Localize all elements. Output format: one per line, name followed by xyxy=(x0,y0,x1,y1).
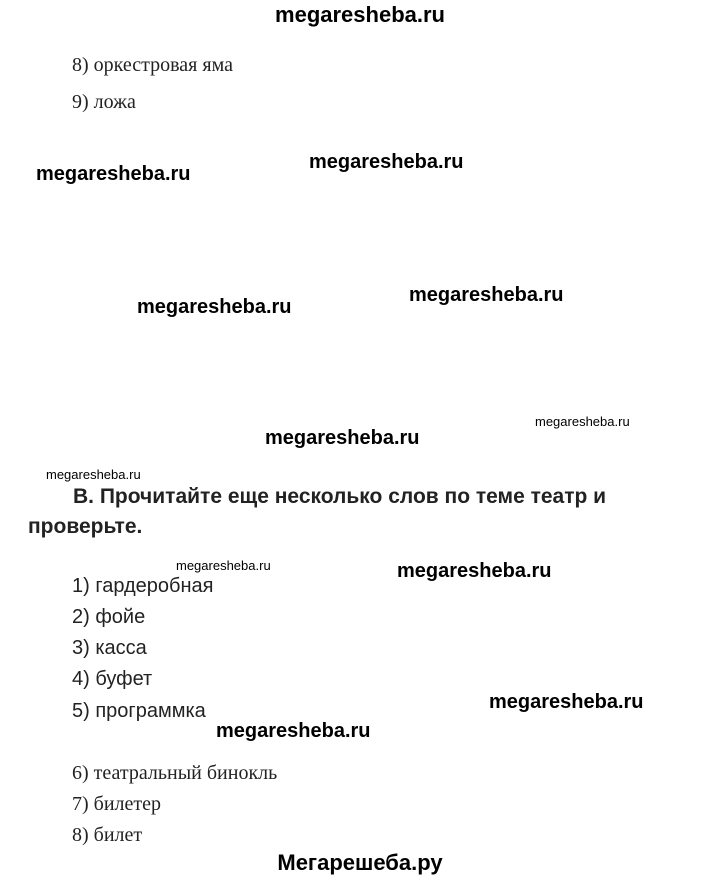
list-item: 7) билетер xyxy=(72,793,162,815)
list-item: 8) оркестровая яма xyxy=(72,54,233,76)
watermark: megaresheba.ru xyxy=(409,284,564,306)
watermark: megaresheba.ru xyxy=(535,414,630,429)
watermark: megaresheba.ru xyxy=(489,691,644,713)
list-item: 4) буфет xyxy=(72,668,153,690)
watermark: megaresheba.ru xyxy=(309,151,464,173)
footer-watermark: Мегарешеба.ру xyxy=(277,850,443,875)
watermark: megaresheba.ru xyxy=(46,467,141,482)
watermark: megaresheba.ru xyxy=(137,296,292,318)
list-item: 8) билет xyxy=(72,824,143,846)
list-item: 5) программка xyxy=(72,700,206,722)
header-watermark: megaresheba.ru xyxy=(275,2,445,27)
section-heading: В. Прочитайте еще несколько слов по теме театр и проверьте. xyxy=(28,485,607,538)
watermark: megaresheba.ru xyxy=(176,558,271,573)
list-item: 9) ложа xyxy=(72,91,136,113)
watermark: megaresheba.ru xyxy=(216,720,371,742)
list-item: 2) фойе xyxy=(72,606,146,628)
watermark: megaresheba.ru xyxy=(265,427,420,449)
watermark: megaresheba.ru xyxy=(36,163,191,185)
watermark: megaresheba.ru xyxy=(397,560,552,582)
list-item: 3) касса xyxy=(72,637,147,659)
list-item: 1) гардеробная xyxy=(72,575,214,597)
list-item: 6) театральный бинокль xyxy=(72,762,278,784)
